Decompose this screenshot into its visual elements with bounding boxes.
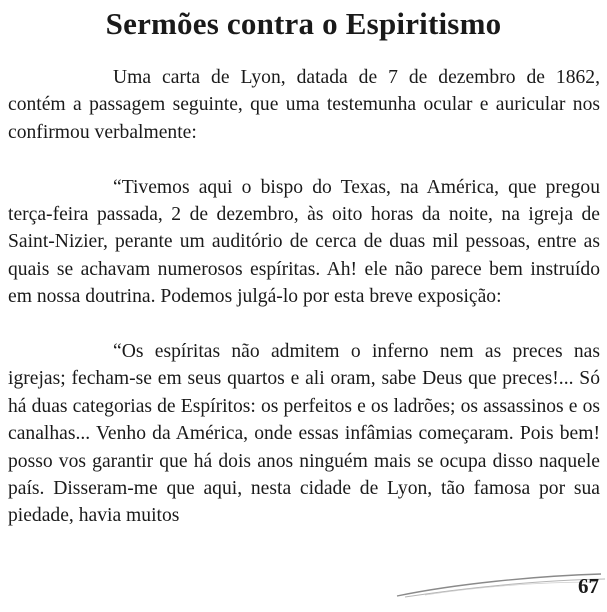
- paragraph: Uma carta de Lyon, datada de 7 de dezembro de 1862, contém a passagem seguinte, que uma testemunha ocular e auricular nos confirmou verbalmente:: [8, 67, 600, 143]
- page-title: Sermões contra o Espiritismo: [105, 6, 502, 41]
- paragraph: “Os espíritas não admitem o inferno nem as preces nas igrejas; fecham-se em seus quartos e ali oram, sabe Deus que preces!... Só há duas categorias de Espíritos: os perfeitos e os ladrões; os assassinos e os canalhas... Venho da América, onde essas infâmias começaram. Pois bem! posso vos garantir que há dois anos ninguém mais se ocupa disso naquele país. Disseram-me que aqui, nesta cidade de Lyon, tão famosa por sua piedade, havia muitos: [8, 341, 600, 527]
- page-number: 67: [578, 574, 599, 598]
- body-text: [8, 64, 600, 530]
- footer-ornament: [395, 570, 607, 600]
- paragraph: “Tivemos aqui o bispo do Texas, na América, que pregou terça-feira passada, 2 de dezembro, às oito horas da noite, na igreja de Saint-Nizier, perante um auditório de cerca de duas mil pessoas, entre as quais se achavam numerosos espíritas. Ah! ele não parece bem instruído em nossa doutrina. Podemos julgá-lo por esta breve exposição:: [8, 176, 600, 308]
